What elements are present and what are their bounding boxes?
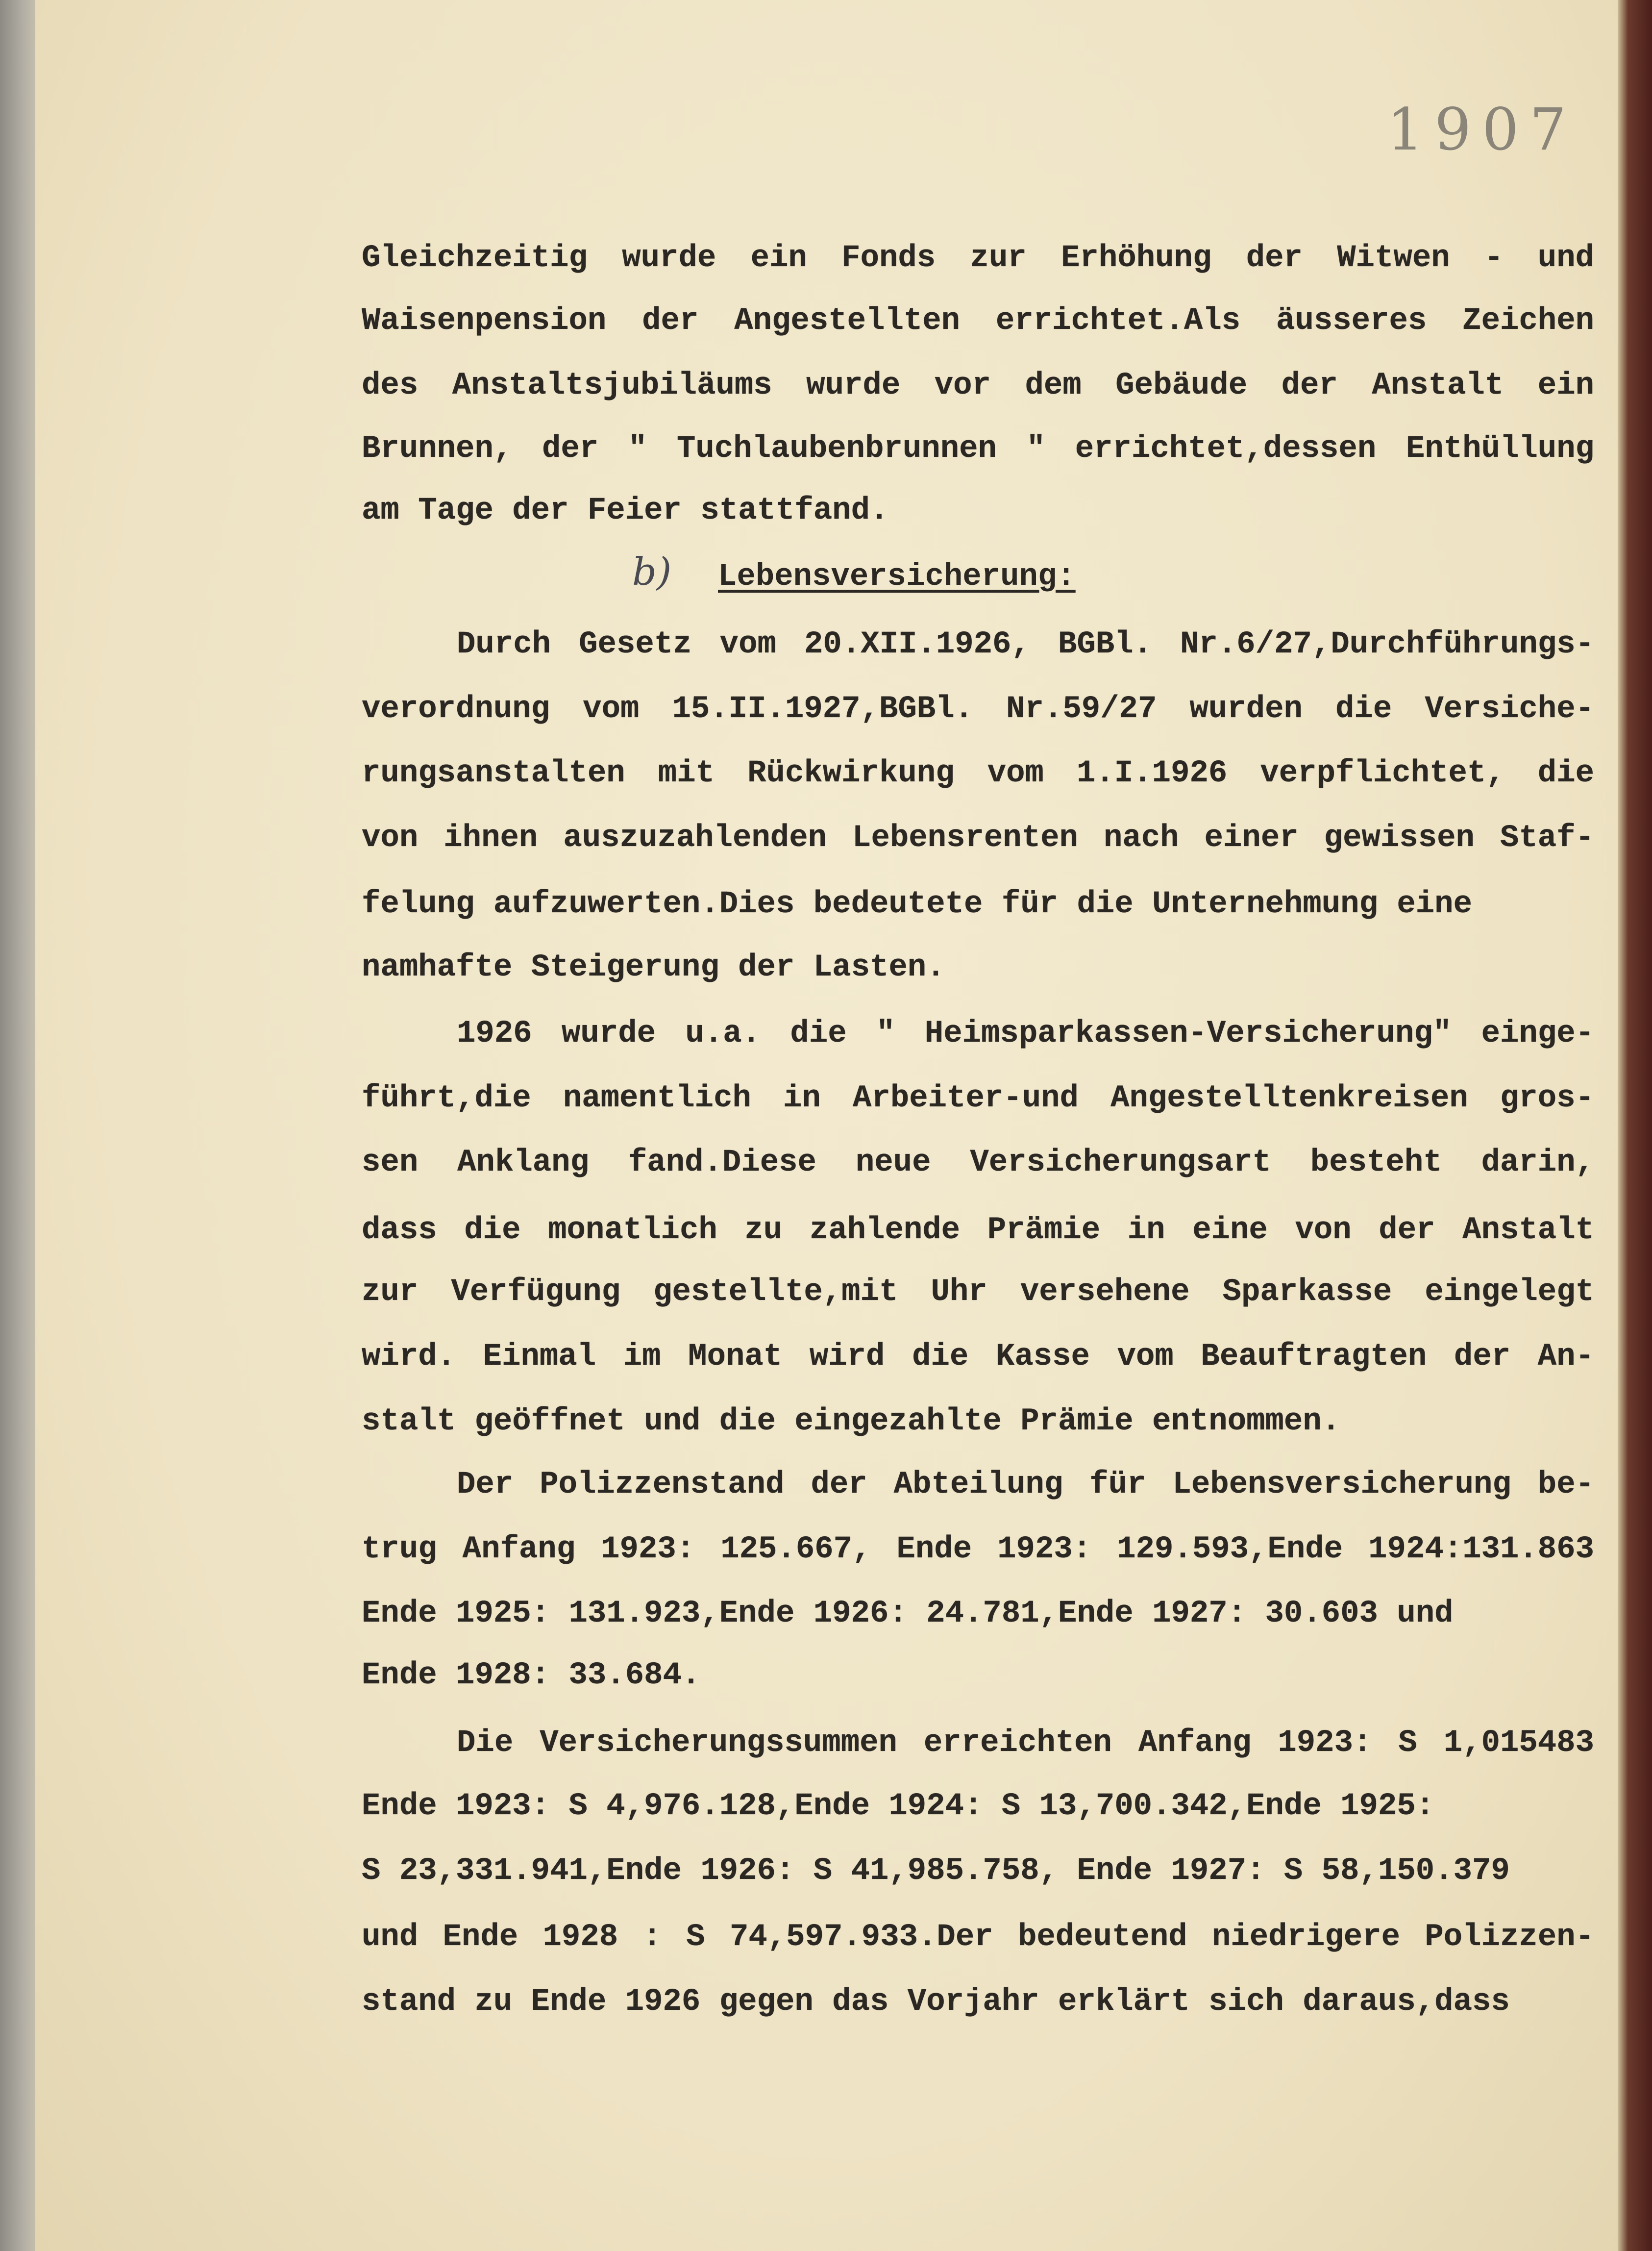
text-line: dass die monatlich zu zahlende Prämie in eine von der Anstalt bbox=[362, 1213, 1594, 1248]
text-line: verordnung vom 15.II.1927,BGBl. Nr.59/27 wurden die Versiche- bbox=[362, 692, 1594, 727]
text-line: felung aufzuwerten.Dies bedeutete für die Unternehmung eine bbox=[362, 887, 1472, 922]
text-line: wird. Einmal im Monat wird die Kasse vom Beauftragten der An- bbox=[362, 1339, 1594, 1375]
text-line: des Anstaltsjubiläums wurde vor dem Gebäude der Anstalt ein bbox=[362, 368, 1594, 403]
text-line: von ihnen auszuzahlenden Lebensrenten nach einer gewissen Staf- bbox=[362, 821, 1594, 856]
handwritten-section-marker: b) bbox=[632, 550, 672, 594]
text-line: Gleichzeitig wurde ein Fonds zur Erhöhung der Witwen - und bbox=[362, 241, 1594, 276]
book-edge bbox=[1618, 0, 1652, 2251]
text-line: rungsanstalten mit Rückwirkung vom 1.I.1926 verpflichtet, die bbox=[362, 756, 1594, 791]
text-line: Ende 1923: S 4,976.128,Ende 1924: S 13,700.342,Ende 1925: bbox=[362, 1789, 1435, 1824]
text-line: am Tage der Feier stattfand. bbox=[362, 493, 889, 528]
text-line: S 23,331.941,Ende 1926: S 41,985.758, Ende 1927: S 58,150.379 bbox=[362, 1853, 1510, 1889]
book-binding bbox=[0, 0, 39, 2251]
text-line: zur Verfügung gestellte,mit Uhr versehene Sparkasse eingelegt bbox=[362, 1275, 1594, 1310]
text-line: Die Versicherungssummen erreichten Anfang 1923: S 1,015483 bbox=[457, 1726, 1594, 1761]
text-line: und Ende 1928 : S 74,597.933.Der bedeutend niedrigere Polizzen- bbox=[362, 1920, 1594, 1955]
text-line: Brunnen, der " Tuchlaubenbrunnen " errichtet,dessen Enthüllung bbox=[362, 431, 1594, 467]
text-line: Ende 1928: 33.684. bbox=[362, 1658, 701, 1693]
text-line: Durch Gesetz vom 20.XII.1926, BGBl. Nr.6/27,Durchführungs- bbox=[457, 627, 1594, 662]
text-line: Der Polizzenstand der Abteilung für Lebensversicherung be- bbox=[457, 1467, 1594, 1502]
text-line: stand zu Ende 1926 gegen das Vorjahr erklärt sich daraus,dass bbox=[362, 1984, 1510, 2020]
text-line: führt,die namentlich in Arbeiter-und Angestelltenkreisen gros- bbox=[362, 1081, 1594, 1116]
section-heading: Lebensversicherung: bbox=[718, 559, 1076, 595]
text-line: namhafte Steigerung der Lasten. bbox=[362, 950, 945, 985]
text-line: 1926 wurde u.a. die " Heimsparkassen-Versicherung" einge- bbox=[457, 1016, 1594, 1051]
text-line: stalt geöffnet und die eingezahlte Prämie entnommen. bbox=[362, 1404, 1341, 1439]
text-line: trug Anfang 1923: 125.667, Ende 1923: 129.593,Ende 1924:131.863 bbox=[362, 1532, 1594, 1567]
page-number-stamp: 1907 bbox=[1387, 96, 1578, 163]
text-line: Ende 1925: 131.923,Ende 1926: 24.781,Ende 1927: 30.603 und bbox=[362, 1596, 1454, 1631]
text-line: sen Anklang fand.Diese neue Versicherungsart besteht darin, bbox=[362, 1145, 1594, 1180]
text-line: Waisenpension der Angestellten errichtet.Als äusseres Zeichen bbox=[362, 303, 1594, 339]
